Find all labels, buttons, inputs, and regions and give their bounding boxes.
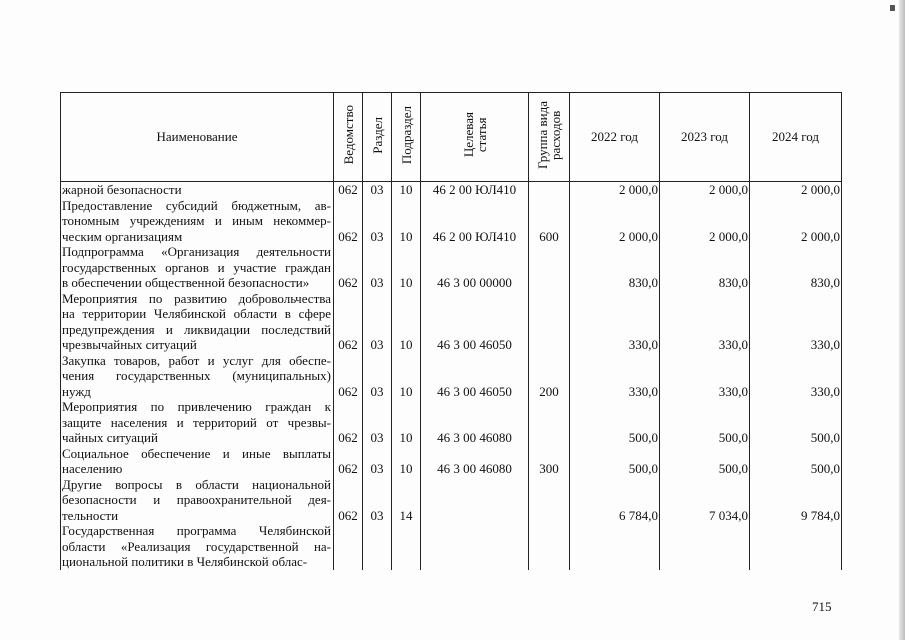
cell-podrazdel: 10 xyxy=(392,198,421,245)
cell-naimenovanie xyxy=(61,477,334,524)
cell-2024: 500,0 xyxy=(750,399,842,446)
cell-celevaya-statya: 46 3 00 46080 xyxy=(421,446,529,477)
table-row xyxy=(61,523,842,570)
cell-gruppa-vida: 300 xyxy=(529,446,570,477)
cell-gruppa-vida: 200 xyxy=(529,353,570,400)
cell-podrazdel: 10 xyxy=(392,399,421,446)
table-row xyxy=(61,198,842,245)
cell-naimenovanie xyxy=(61,523,334,570)
cell-gruppa-vida xyxy=(529,399,570,446)
table-body xyxy=(61,182,842,570)
cell-2023: 500,0 xyxy=(660,446,750,477)
cell-podrazdel: 10 xyxy=(392,182,421,198)
name-line: населению xyxy=(62,461,123,476)
name-line: Предоставление субсидий бюджетным, ав- xyxy=(62,197,331,213)
cell-podrazdel: 10 xyxy=(392,244,421,291)
name-line: государственных органов и участие граждан xyxy=(62,259,331,275)
name-line: нужд xyxy=(62,383,91,399)
cell-vedomstvo: 062 xyxy=(334,182,363,198)
header-name: Наименование xyxy=(61,93,334,182)
header-2024: 2024 год xyxy=(750,93,842,182)
cell-2023: 2 000,0 xyxy=(660,182,750,198)
table-row xyxy=(61,353,842,400)
cell-naimenovanie xyxy=(61,244,334,291)
name-line: Социальное обеспечение и иные выплаты xyxy=(62,445,331,461)
cell-2022: 6 784,0 xyxy=(570,477,660,524)
cell-razdel: 03 xyxy=(363,244,392,291)
cell-2022: 500,0 xyxy=(570,399,660,446)
cell-2023: 330,0 xyxy=(660,291,750,353)
name-line: области «Реализация государственной на- xyxy=(62,538,331,554)
cell-naimenovanie xyxy=(61,291,334,353)
cell-2022: 2 000,0 xyxy=(570,182,660,198)
page-number: 715 xyxy=(812,599,832,614)
cell-celevaya-statya: 46 3 00 00000 xyxy=(421,244,529,291)
cell-2024: 330,0 xyxy=(750,353,842,400)
cell-naimenovanie xyxy=(61,353,334,400)
cell-2023 xyxy=(660,523,750,570)
cell-gruppa-vida xyxy=(529,523,570,570)
cell-2024: 500,0 xyxy=(750,446,842,477)
name-line: чайных ситуаций xyxy=(62,430,158,445)
cell-razdel: 03 xyxy=(363,198,392,245)
cell-razdel: 03 xyxy=(363,446,392,477)
cell-2022: 330,0 xyxy=(570,291,660,353)
name-line: чрезвычайных ситуаций xyxy=(62,337,197,352)
name-line: Подпрограмма «Организация деятельности xyxy=(62,244,331,259)
cell-razdel: 03 xyxy=(363,291,392,353)
name-line: на территории Челябинской области в сфере xyxy=(62,306,331,321)
cell-vedomstvo: 062 xyxy=(334,399,363,446)
cell-2023: 2 000,0 xyxy=(660,198,750,245)
cell-2024 xyxy=(750,523,842,570)
name-line: чения государственных (муниципальных) xyxy=(62,368,331,383)
cell-vedomstvo: 062 xyxy=(334,291,363,353)
table-row xyxy=(61,446,842,477)
cell-2023: 830,0 xyxy=(660,244,750,291)
cell-2024: 9 784,0 xyxy=(750,477,842,524)
table-row xyxy=(61,182,842,198)
name-line: защите населения и территорий от чрезвы- xyxy=(62,414,331,430)
header-podrazdel: Подраздел xyxy=(392,93,421,182)
cell-2022: 830,0 xyxy=(570,244,660,291)
cell-naimenovanie xyxy=(61,198,334,245)
cell-gruppa-vida xyxy=(529,291,570,353)
cell-vedomstvo: 062 xyxy=(334,446,363,477)
cell-celevaya-statya xyxy=(421,477,529,524)
name-line: тономным учреждениям и иным некоммер- xyxy=(62,213,331,228)
cell-2024: 330,0 xyxy=(750,291,842,353)
cell-2023: 500,0 xyxy=(660,399,750,446)
cell-2024: 830,0 xyxy=(750,244,842,291)
cell-podrazdel: 14 xyxy=(392,477,421,524)
header-celevaya-statya: Целевая статья xyxy=(421,93,529,182)
table-row xyxy=(61,399,842,446)
name-line: ческим организациям xyxy=(62,228,183,244)
scan-mark xyxy=(890,5,895,11)
cell-vedomstvo: 062 xyxy=(334,353,363,400)
cell-podrazdel: 10 xyxy=(392,446,421,477)
cell-celevaya-statya xyxy=(421,523,529,570)
name-line: Мероприятия по привлечению граждан к xyxy=(62,399,331,414)
header-2023: 2023 год xyxy=(660,93,750,182)
cell-naimenovanie xyxy=(61,399,334,446)
cell-celevaya-statya: 46 2 00 ЮЛ410 xyxy=(421,198,529,245)
cell-gruppa-vida: 600 xyxy=(529,198,570,245)
cell-razdel xyxy=(363,523,392,570)
table-row xyxy=(61,477,842,524)
cell-celevaya-statya: 46 3 00 46050 xyxy=(421,291,529,353)
cell-celevaya-statya: 46 3 00 46080 xyxy=(421,399,529,446)
header-2022: 2022 год xyxy=(570,93,660,182)
cell-vedomstvo: 062 xyxy=(334,477,363,524)
cell-podrazdel xyxy=(392,523,421,570)
budget-table xyxy=(60,92,842,570)
cell-2024: 2 000,0 xyxy=(750,182,842,198)
cell-razdel: 03 xyxy=(363,182,392,198)
cell-podrazdel: 10 xyxy=(392,291,421,353)
name-line: безопасности и правоохранительной дея- xyxy=(62,492,331,507)
name-line: Мероприятия по развитию добровольчества xyxy=(62,290,331,306)
cell-gruppa-vida xyxy=(529,244,570,291)
name-line: Другие вопросы в области национальной xyxy=(62,476,331,492)
cell-2022 xyxy=(570,523,660,570)
cell-gruppa-vida xyxy=(529,182,570,198)
cell-vedomstvo: 062 xyxy=(334,198,363,245)
cell-naimenovanie xyxy=(61,446,334,477)
header-vedomstvo: Ведомство xyxy=(334,93,363,182)
cell-naimenovanie xyxy=(61,182,334,198)
cell-vedomstvo: 062 xyxy=(334,244,363,291)
name-line: циональной политики в Челябинской облас- xyxy=(62,554,308,569)
cell-2022: 500,0 xyxy=(570,446,660,477)
table-row xyxy=(61,291,842,353)
cell-gruppa-vida xyxy=(529,477,570,524)
cell-razdel: 03 xyxy=(363,399,392,446)
name-line: жарной безопасности xyxy=(62,182,182,197)
header-gruppa-vida-rashodov: Группа вида расходов xyxy=(529,93,570,182)
name-line: Государственная программа Челябинской xyxy=(62,523,331,538)
cell-razdel: 03 xyxy=(363,477,392,524)
cell-razdel: 03 xyxy=(363,353,392,400)
name-line: предупреждения и ликвидации последствий xyxy=(62,321,331,337)
cell-celevaya-statya: 46 2 00 ЮЛ410 xyxy=(421,182,529,198)
cell-2022: 330,0 xyxy=(570,353,660,400)
cell-2023: 7 034,0 xyxy=(660,477,750,524)
header-razdel: Раздел xyxy=(363,93,392,182)
cell-celevaya-statya: 46 3 00 46050 xyxy=(421,353,529,400)
scan-edge xyxy=(899,0,905,640)
cell-2024: 2 000,0 xyxy=(750,198,842,245)
header-row xyxy=(61,93,842,182)
cell-2023: 330,0 xyxy=(660,353,750,400)
table-row xyxy=(61,244,842,291)
name-line: Закупка товаров, работ и услуг для обеспе- xyxy=(62,352,331,368)
name-line: тельности xyxy=(62,507,119,523)
name-line: в обеспечении общественной безопасности» xyxy=(62,275,310,290)
cell-podrazdel: 10 xyxy=(392,353,421,400)
cell-vedomstvo xyxy=(334,523,363,570)
cell-2022: 2 000,0 xyxy=(570,198,660,245)
